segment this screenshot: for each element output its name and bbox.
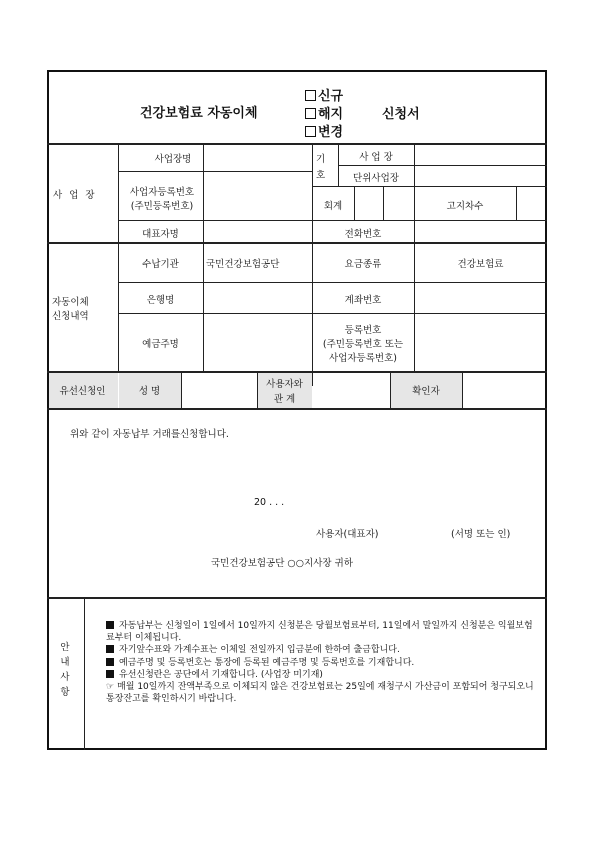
bullet-icon [106,670,114,678]
notice-no-label: 고지차수 [446,201,484,212]
fee-type-label: 요금종류 [344,259,382,270]
guide-item: 유선신청란은 공단에서 기재합니다. (사업장 미기재) [106,669,538,681]
checkbox-icon [305,90,316,101]
sign-field[interactable]: (서명 또는 인) [451,529,511,540]
guide-label: 안 내 사 항 [60,642,70,698]
wired-label: 유선신청인 [59,386,106,397]
guide-item: 예금주명 및 등록번호는 통장에 등록된 예금주명 및 등록번호를 기재합니다. [106,657,538,669]
bank-label: 은행명 [146,295,175,306]
pointer-icon: ☞ [106,682,115,693]
fee-type-value: 건강보험료 [457,259,504,270]
accounting-label: 회계 [323,201,343,212]
holder-reg-label-sub2: 사업자등록번호) [329,353,397,364]
section-transfer-sub: 신청내역 [52,311,89,322]
divider [181,371,182,408]
divider [312,186,547,187]
section-business: 사 업 장 [53,190,97,201]
divider [84,597,85,750]
divider [118,313,547,314]
divider [47,408,547,410]
holder-reg-label: 등록번호 [344,325,382,336]
account-label: 계좌번호 [344,295,382,306]
divider [312,220,547,221]
date-field[interactable]: 20 . . . [254,497,285,508]
divider [414,220,415,242]
divider [462,371,463,408]
relation-label: 사용자와 [266,379,303,390]
unit-workplace-label: 단위사업장 [353,173,399,184]
divider [516,186,517,220]
bullet-icon [106,645,114,653]
receiver-label: 수납기관 [142,259,179,270]
business-name-label: 사업장명 [154,154,192,165]
option-change[interactable]: 변경 [305,121,343,140]
checkbox-icon [305,126,316,137]
holder-reg-label-sub: (주민등록번호 또는 [322,339,404,350]
receiver-value: 국민건강보험공단 [206,259,280,270]
symbol-label: 기호 [316,154,326,181]
applicant-signature-label: 사용자(대표자) [316,529,379,540]
divider [47,597,547,599]
checkbox-icon [305,108,316,119]
holder-label: 예금주명 [142,339,179,350]
wired-name-label: 성 명 [138,386,161,397]
confirmer-label: 확인자 [412,386,440,397]
guide-item: ☞ 매월 10일까지 잔액부족으로 이체되지 않은 건강보험료는 25일에 재청구시 가산금이 포함되어 청구되오니 통장잔고를 확인하시기 바랍니다. [106,682,534,705]
divider [338,165,547,166]
divider [414,143,415,186]
divider [47,242,547,244]
bullet-icon [106,658,114,666]
guide-item: 자기앞수표와 가계수표는 이체일 전일까지 입금분에 한하여 출금합니다. [106,644,538,656]
divider [118,171,312,172]
divider [383,186,384,220]
form-title-suffix: 신청서 [382,107,420,122]
guide-item: 자동납부는 신청일이 1일에서 10일까지 신청분은 당월보험료부터, 11일에서 말일까지 신청분은 익월보험료부터 이체됩니다. [106,621,533,644]
divider [354,186,355,220]
section-transfer: 자동이체 [52,297,89,308]
option-cancel[interactable]: 해지 [305,103,343,122]
phone-label: 전화번호 [344,229,382,240]
representative-label: 대표자명 [142,229,179,240]
divider [47,143,547,145]
relation-label-sub: 관 계 [273,394,296,405]
statement-text: 위와 같이 자동납부 거래를신청합니다. [70,429,229,440]
reg-no-label-sub: (주민등록번호) [130,201,194,212]
option-new[interactable]: 신규 [305,85,343,104]
divider [118,220,312,221]
reg-no-label: 사업자등록번호 [129,187,195,198]
bullet-icon [106,621,114,629]
guide-list [106,620,538,705]
divider [203,143,204,371]
form-title: 건강보험료 자동이체 [140,106,258,121]
workplace-label: 사 업 장 [359,152,393,163]
divider [118,282,547,283]
addressee: 국민건강보험공단 ○○지사장 귀하 [211,558,353,569]
